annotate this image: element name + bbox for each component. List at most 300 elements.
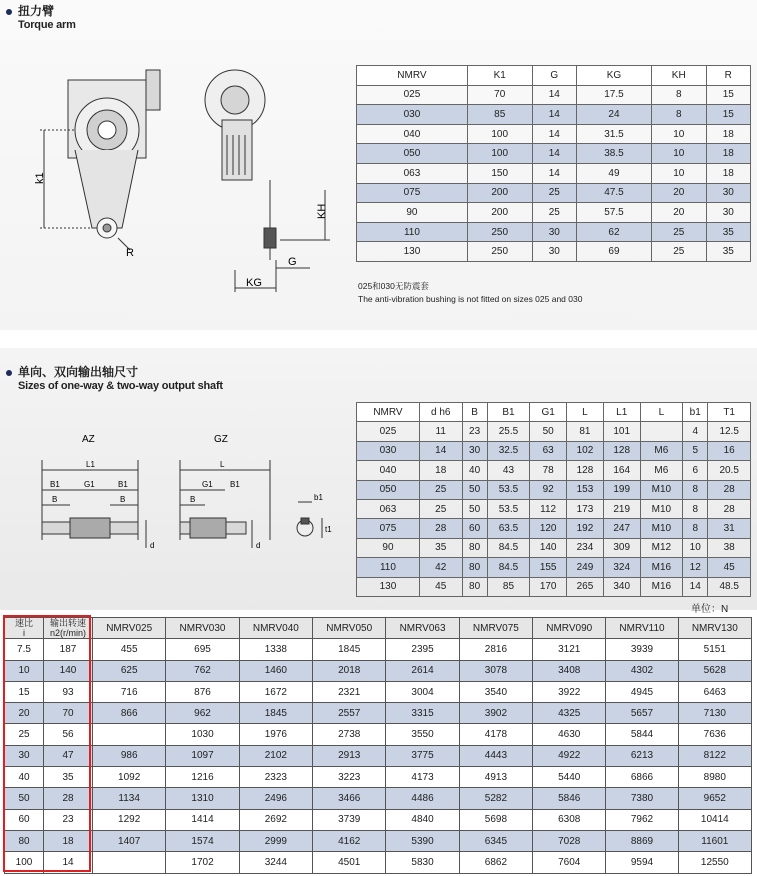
highlight-box: [3, 615, 91, 872]
table-cell: 50: [5, 788, 44, 809]
table-cell: 23: [44, 809, 93, 830]
table-cell: 1414: [166, 809, 239, 830]
table-cell: 14: [44, 852, 93, 873]
table-cell: 3939: [606, 639, 678, 660]
table-cell: 4913: [459, 767, 532, 788]
table-cell: 28: [419, 519, 462, 538]
table-cell: 18: [44, 830, 93, 851]
table-cell: 050: [357, 144, 468, 164]
table-cell: 5846: [533, 788, 606, 809]
column-header: B1: [487, 403, 530, 422]
table-cell: 866: [93, 703, 166, 724]
table-cell: 2395: [386, 639, 459, 660]
table-cell: 4922: [533, 745, 606, 766]
d-label-gz: d: [256, 541, 261, 550]
table-cell: 25: [532, 183, 576, 203]
table-cell: 1134: [93, 788, 166, 809]
table-cell: 130: [357, 242, 468, 262]
table-cell: 695: [166, 639, 239, 660]
table-cell: 17.5: [577, 85, 652, 105]
table-cell: 28: [708, 480, 751, 499]
output-shaft-title-en: Sizes of one-way & two-way output shaft: [18, 380, 223, 392]
table-cell: 31.5: [577, 124, 652, 144]
table-cell: 5830: [386, 852, 459, 873]
table-row: [5, 745, 752, 766]
table-cell: 80: [462, 577, 487, 596]
table-cell: 15: [5, 681, 44, 702]
g1-label-gz: G1: [202, 480, 213, 489]
table-cell: 6213: [606, 745, 678, 766]
d-label-az: d: [150, 541, 155, 550]
table-cell: 100: [467, 144, 532, 164]
table-cell: 53.5: [487, 499, 530, 518]
speed-header-sub: n2(r/min): [49, 628, 86, 639]
table-cell: M6: [640, 461, 683, 480]
table-cell: 8980: [678, 767, 751, 788]
table-row: [357, 163, 751, 183]
table-row: [357, 105, 751, 125]
bullet-icon: [6, 370, 12, 376]
table-cell: 199: [603, 480, 640, 499]
table-cell: 7.5: [5, 639, 44, 660]
table-cell: 5440: [533, 767, 606, 788]
table-cell: 716: [93, 681, 166, 702]
table-cell: 57.5: [577, 203, 652, 223]
table-cell: 4: [683, 422, 708, 441]
table-cell: 69: [577, 242, 652, 262]
table-cell: 030: [357, 441, 420, 460]
table-cell: 2323: [239, 767, 312, 788]
table-cell: 92: [530, 480, 567, 499]
table-cell: 4501: [313, 852, 386, 873]
table-cell: 63: [530, 441, 567, 460]
column-header: KG: [577, 66, 652, 86]
table-cell: 4840: [386, 809, 459, 830]
table-row: [5, 788, 752, 809]
table-cell: 30: [532, 242, 576, 262]
table-cell: 153: [567, 480, 604, 499]
column-header: T1: [708, 403, 751, 422]
table-row: [5, 724, 752, 745]
output-shaft-drawing: [30, 430, 350, 560]
table-cell: 3223: [313, 767, 386, 788]
table-cell: 200: [467, 203, 532, 223]
table-cell: 62: [577, 222, 652, 242]
table-cell: 200: [467, 183, 532, 203]
table-cell: 14: [532, 163, 576, 183]
table-cell: 35: [706, 222, 750, 242]
column-header: KH: [651, 66, 706, 86]
table-cell: 219: [603, 499, 640, 518]
table-cell: 15: [706, 105, 750, 125]
table-cell: 43: [487, 461, 530, 480]
table-cell: 1030: [166, 724, 239, 745]
table-cell: 8: [683, 499, 708, 518]
table-cell: 3775: [386, 745, 459, 766]
table-cell: 6308: [533, 809, 606, 830]
table-cell: 2913: [313, 745, 386, 766]
k1-label: k1: [34, 172, 46, 184]
table-cell: 15: [706, 85, 750, 105]
table-cell: 70: [44, 703, 93, 724]
table-cell: 324: [603, 558, 640, 577]
table-cell: 14: [532, 105, 576, 125]
table-row: [357, 519, 751, 538]
table-cell: 5844: [606, 724, 678, 745]
l1-label: L1: [86, 460, 95, 469]
gz-label: GZ: [214, 434, 228, 445]
table-cell: 5698: [459, 809, 532, 830]
table-cell: 20.5: [708, 461, 751, 480]
table-cell: 265: [567, 577, 604, 596]
table-cell: 170: [530, 577, 567, 596]
table-cell: 9594: [606, 852, 678, 873]
table-cell: 2496: [239, 788, 312, 809]
table-row: [357, 538, 751, 557]
table-cell: 60: [462, 519, 487, 538]
table-cell: 5282: [459, 788, 532, 809]
table-cell: 2999: [239, 830, 312, 851]
table-cell: 18: [419, 461, 462, 480]
table-cell: 309: [603, 538, 640, 557]
table-cell: 250: [467, 222, 532, 242]
table-cell: 6463: [678, 681, 751, 702]
table-cell: 1407: [93, 830, 166, 851]
table-cell: 7380: [606, 788, 678, 809]
table-cell: 1097: [166, 745, 239, 766]
table-cell: 16: [708, 441, 751, 460]
table-cell: 4325: [533, 703, 606, 724]
model-header: NMRV110: [606, 618, 678, 639]
table-cell: 90: [357, 203, 468, 223]
table-cell: 20: [651, 203, 706, 223]
table-cell: 14: [532, 144, 576, 164]
az-label: AZ: [82, 434, 95, 445]
ratio-header-sub: i: [23, 628, 25, 639]
table-cell: 050: [357, 480, 420, 499]
table-cell: 14: [532, 124, 576, 144]
table-cell: 130: [357, 577, 420, 596]
table-cell: 3922: [533, 681, 606, 702]
table-cell: 30: [532, 222, 576, 242]
table-cell: [93, 724, 166, 745]
table-row: [357, 441, 751, 460]
table-row: [357, 499, 751, 518]
table-cell: 2018: [313, 660, 386, 681]
table-cell: 25: [419, 480, 462, 499]
unit-label: 单位：N: [691, 604, 729, 615]
table-cell: 93: [44, 681, 93, 702]
g1-label-az: G1: [84, 480, 95, 489]
table-cell: 1702: [166, 852, 239, 873]
model-header: NMRV090: [533, 618, 606, 639]
table-cell: 32.5: [487, 441, 530, 460]
note-cn: 025和030无防震套: [358, 281, 429, 291]
column-header: d h6: [419, 403, 462, 422]
table-cell: 2816: [459, 639, 532, 660]
table-cell: 56: [44, 724, 93, 745]
table-cell: 7604: [533, 852, 606, 873]
table-cell: 192: [567, 519, 604, 538]
torque-arm-title-cn: 扭力臂: [18, 4, 55, 18]
table-cell: 2102: [239, 745, 312, 766]
model-header: NMRV075: [459, 618, 532, 639]
table-cell: 625: [93, 660, 166, 681]
table-cell: 50: [530, 422, 567, 441]
table-cell: 164: [603, 461, 640, 480]
torque-arm-drawing: [30, 60, 350, 300]
table-cell: 250: [467, 242, 532, 262]
table-cell: 10: [651, 163, 706, 183]
table-cell: M10: [640, 480, 683, 499]
table-cell: 1292: [93, 809, 166, 830]
table-cell: 5657: [606, 703, 678, 724]
table-row: [5, 767, 752, 788]
table-cell: 155: [530, 558, 567, 577]
table-cell: 11: [419, 422, 462, 441]
column-header: B: [462, 403, 487, 422]
table-row: [357, 461, 751, 480]
table-cell: 40: [462, 461, 487, 480]
table-cell: 35: [44, 767, 93, 788]
model-header: NMRV050: [313, 618, 386, 639]
table-cell: 1672: [239, 681, 312, 702]
table-cell: 120: [530, 519, 567, 538]
table-cell: 1216: [166, 767, 239, 788]
table-cell: 85: [487, 577, 530, 596]
table-row: [5, 852, 752, 873]
table-cell: 10: [651, 124, 706, 144]
table-cell: 1338: [239, 639, 312, 660]
table-cell: 150: [467, 163, 532, 183]
table-cell: 128: [567, 461, 604, 480]
table-cell: 12: [683, 558, 708, 577]
table-cell: 040: [357, 124, 468, 144]
table-cell: 14: [419, 441, 462, 460]
table-cell: 3121: [533, 639, 606, 660]
table-cell: 100: [5, 852, 44, 873]
table-cell: 8: [683, 519, 708, 538]
table-cell: 14: [683, 577, 708, 596]
table-cell: 18: [706, 144, 750, 164]
table-row: [5, 681, 752, 702]
table-cell: [93, 852, 166, 873]
table-cell: 025: [357, 85, 468, 105]
output-shaft-title-cn: 单向、双向输出轴尺寸: [18, 365, 139, 379]
table-cell: 28: [44, 788, 93, 809]
b1-label-left: B1: [50, 480, 60, 489]
table-cell: 5: [683, 441, 708, 460]
b-label-right: B: [120, 495, 126, 504]
table-cell: 5151: [678, 639, 751, 660]
t1-label: t1: [325, 525, 332, 534]
model-header: NMRV063: [386, 618, 459, 639]
table-cell: 6345: [459, 830, 532, 851]
table-cell: 84.5: [487, 538, 530, 557]
b1s-label: b1: [314, 493, 323, 502]
table-row: [357, 144, 751, 164]
table-cell: 7130: [678, 703, 751, 724]
table-cell: 90: [357, 538, 420, 557]
table-cell: 50: [462, 480, 487, 499]
table-cell: 80: [5, 830, 44, 851]
table-cell: 18: [706, 124, 750, 144]
table-row: [357, 422, 751, 441]
column-header: NMRV: [357, 403, 420, 422]
table-cell: 1976: [239, 724, 312, 745]
table-cell: 110: [357, 222, 468, 242]
column-header: G1: [530, 403, 567, 422]
table-cell: 249: [567, 558, 604, 577]
table-cell: 3550: [386, 724, 459, 745]
table-cell: 40: [5, 767, 44, 788]
column-header: L: [640, 403, 683, 422]
table-cell: 18: [706, 163, 750, 183]
torque-arm-note: [358, 280, 582, 306]
table-cell: 3004: [386, 681, 459, 702]
column-header: NMRV: [357, 66, 468, 86]
table-cell: 075: [357, 519, 420, 538]
table-cell: 35: [706, 242, 750, 262]
table-cell: 20: [5, 703, 44, 724]
table-cell: 173: [567, 499, 604, 518]
column-header: b1: [683, 403, 708, 422]
table-cell: 78: [530, 461, 567, 480]
b1-label-right: B1: [118, 480, 128, 489]
note-en: The anti-vibration bushing is not fitted on sizes 025 and 030: [358, 294, 583, 304]
table-cell: 10414: [678, 809, 751, 830]
table-cell: 6862: [459, 852, 532, 873]
table-cell: 49: [577, 163, 652, 183]
table-cell: 2738: [313, 724, 386, 745]
table-cell: 12550: [678, 852, 751, 873]
table-row: [357, 124, 751, 144]
table-cell: 1460: [239, 660, 312, 681]
table-cell: 84.5: [487, 558, 530, 577]
table-cell: 25.5: [487, 422, 530, 441]
table-cell: 45: [708, 558, 751, 577]
output-shaft-table: [356, 402, 751, 597]
table-cell: 25: [651, 222, 706, 242]
table-cell: 25: [5, 724, 44, 745]
table-cell: 100: [467, 124, 532, 144]
torque-arm-table: [356, 65, 751, 262]
table-cell: 340: [603, 577, 640, 596]
output-shaft-heading: [6, 366, 223, 393]
table-cell: 42: [419, 558, 462, 577]
table-cell: 962: [166, 703, 239, 724]
kh-label: KH: [316, 203, 328, 219]
table-cell: M10: [640, 519, 683, 538]
table-cell: 30: [462, 441, 487, 460]
table-cell: 30: [706, 183, 750, 203]
table-cell: 2321: [313, 681, 386, 702]
table-cell: 10: [5, 660, 44, 681]
table-cell: 47: [44, 745, 93, 766]
table-cell: 4630: [533, 724, 606, 745]
table-cell: 31: [708, 519, 751, 538]
table-cell: M6: [640, 441, 683, 460]
table-row: [5, 703, 752, 724]
table-cell: 101: [603, 422, 640, 441]
table-cell: 70: [467, 85, 532, 105]
table-cell: 455: [93, 639, 166, 660]
table-cell: 140: [530, 538, 567, 557]
table-cell: 3244: [239, 852, 312, 873]
table-cell: 063: [357, 163, 468, 183]
table-row: [357, 85, 751, 105]
table-row: [357, 577, 751, 596]
table-cell: 12.5: [708, 422, 751, 441]
column-header: G: [532, 66, 576, 86]
table-cell: 6866: [606, 767, 678, 788]
table-cell: 040: [357, 461, 420, 480]
table-cell: 7028: [533, 830, 606, 851]
column-header: K1: [467, 66, 532, 86]
table-cell: 234: [567, 538, 604, 557]
model-header: NMRV040: [239, 618, 312, 639]
table-cell: 8869: [606, 830, 678, 851]
table-cell: 247: [603, 519, 640, 538]
torque-arm-heading: [6, 5, 76, 32]
table-cell: 4443: [459, 745, 532, 766]
kg-label: KG: [246, 277, 262, 289]
table-header-row: [5, 618, 752, 639]
table-cell: 14: [532, 85, 576, 105]
speed-header-label: 输出转速: [49, 618, 86, 629]
table-cell: 4302: [606, 660, 678, 681]
table-cell: 140: [44, 660, 93, 681]
table-cell: 23: [462, 422, 487, 441]
table-cell: 4173: [386, 767, 459, 788]
table-cell: 85: [467, 105, 532, 125]
table-cell: 81: [567, 422, 604, 441]
table-cell: 3466: [313, 788, 386, 809]
column-header: L1: [603, 403, 640, 422]
table-cell: 30: [5, 745, 44, 766]
table-cell: 187: [44, 639, 93, 660]
table-cell: 5628: [678, 660, 751, 681]
table-cell: 2557: [313, 703, 386, 724]
table-cell: 11601: [678, 830, 751, 851]
table-cell: 2614: [386, 660, 459, 681]
column-header: R: [706, 66, 750, 86]
table-cell: 876: [166, 681, 239, 702]
table-cell: 28: [708, 499, 751, 518]
table-cell: 3902: [459, 703, 532, 724]
table-cell: 1092: [93, 767, 166, 788]
table-cell: 80: [462, 538, 487, 557]
table-cell: 986: [93, 745, 166, 766]
table-cell: 35: [419, 538, 462, 557]
table-row: [357, 242, 751, 262]
table-cell: M16: [640, 558, 683, 577]
table-cell: 8122: [678, 745, 751, 766]
table-cell: 3315: [386, 703, 459, 724]
model-header: NMRV030: [166, 618, 239, 639]
table-cell: 3540: [459, 681, 532, 702]
table-cell: 8: [683, 480, 708, 499]
b-label-gz: B: [190, 495, 196, 504]
g-label: G: [288, 256, 297, 268]
table-cell: M12: [640, 538, 683, 557]
model-header: NMRV130: [678, 618, 751, 639]
table-row: [357, 222, 751, 242]
model-header: NMRV025: [93, 618, 166, 639]
table-cell: 25: [419, 499, 462, 518]
table-cell: 45: [419, 577, 462, 596]
table-cell: 4178: [459, 724, 532, 745]
